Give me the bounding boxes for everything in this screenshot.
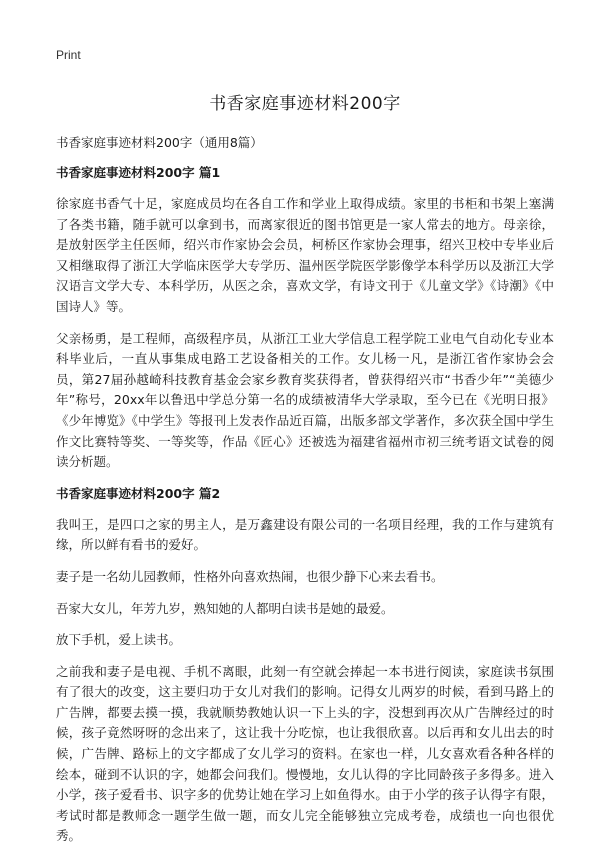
paragraph: 吾家大女儿，年芳九岁，熟知她的人都明白读书是她的最爱。 [56,600,394,616]
paragraph: 徐家庭书香气十足，家庭成员均在各自工作和学业上取得成绩。家里的书柜和书架上塞满了各类书籍，随手就可以拿到书，而离家很近的图书馆更是一家人常去的地方。母亲徐，是放射医学主任医师，绍兴市作家协会会员，柯桥区作家协会理事，绍兴卫校中专毕业后又相继取得了浙江大学临床医学大专学历、温州医学院医学影像学本科学历以及浙江大学汉语言文学大专、本科学历，从医之余，喜欢文学，有诗文刊于《儿童文学》《诗潮》《中国诗人》等。 [56,196,554,314]
section-heading: 书香家庭事迹材料200字 篇1 [56,165,221,180]
paragraph: 放下手机，爱上读书。 [56,632,182,648]
paragraph: 妻子是一名幼儿园教师，性格外向喜欢热闹，也很少静下心来去看书。 [56,568,444,584]
paragraph: 我叫王，是四口之家的男主人，是万鑫建设有限公司的一名项目经理，我的工作与建筑有缘，所以鲜有看书的爱好。 [56,516,554,553]
section-heading: 书香家庭事迹材料200字 篇2 [56,485,221,501]
section-2 [56,484,554,847]
paragraph: 父亲杨勇，是工程师，高级程序员，从浙江工业大学信息工程学院工业电气自动化专业本科毕业后，一直从事集成电路工艺设备相关的工作。女儿杨一凡，是浙江省作家协会会员，第27届孙越崎科技教育基金会家乡教育奖获得者，曾获得绍兴市“书香少年”“美德少年”称号，20xx年以鲁迅中学总分第一名的成绩被清华大学录取，至今已在《光明日报》《少年博览》《中学生》等报刊上发表作品近百篇，出版多部文学著作，多次获全国中学生作文比赛特等奖、一等奖等，作品《匠心》还被选为福建省福州市初三统考语文试卷的阅读分析题。 [56,330,554,470]
paragraph: 之前我和妻子是电视、手机不离眼，此刻一有空就会捧起一本书进行阅读，家庭读书氛围有了很大的改变，这主要归功于女儿对我们的影响。记得女儿两岁的时候，看到马路上的广告牌，都要去摸一摸，我就顺势教她认识一下上头的字，没想到再次从广告牌经过的时候，孩子竟然呀呀的念出来了，这让我十分吃惊，也让我很欣喜。以后再和女儿出去的时候，广告牌、路标上的文字都成了女儿学习的资料。在家也一样，儿女喜欢看各种各样的绘本，碰到不认识的字，她都会问我们。慢慢地，女儿认得的字比同龄孩子多得多。进入小学，孩子爱看书、识字多的优势让她在学习上如鱼得水。由于小学的孩子认得字有限，考试时都是教师念一题学生做一题，而女儿完全能够独立完成考卷，成绩也一向也很优秀。 [56,663,554,844]
page-title: 书香家庭事迹材料200字 [209,94,401,114]
print-link[interactable]: Print [56,48,81,62]
section-1 [56,163,554,473]
document-subtitle: 书香家庭事迹材料200字（通用8篇） [56,135,263,150]
